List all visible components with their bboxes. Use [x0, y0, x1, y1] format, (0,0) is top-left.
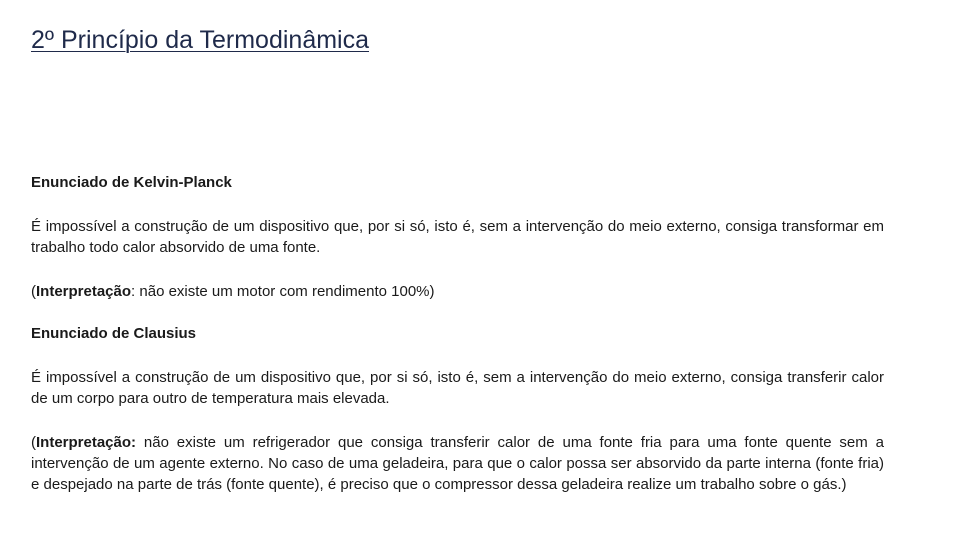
clausius-statement: É impossível a construção de um dispositivo que, por si só, isto é, sem a intervenção do meio externo, consiga transferir calor de um corpo para outro de temperatura mais elevada. [31, 369, 884, 407]
kelvin-interp-text: : não existe um motor com rendimento 100%) [131, 283, 435, 300]
clausius-interpretation [31, 432, 884, 495]
kelvin-interp-open: ( [31, 283, 36, 300]
kelvin-heading: Enunciado de Kelvin-Planck [31, 174, 232, 191]
clausius-interp-label: Interpretação: [36, 434, 137, 451]
slide-title: 2º Princípio da Termodinâmica [31, 26, 370, 54]
clausius-heading: Enunciado de Clausius [31, 325, 197, 342]
clausius-interp-open: ( [31, 434, 36, 451]
clausius-interp-text: não existe um refrigerador que consiga transferir calor de uma fonte fria para uma fonte quente sem a intervenção de um agente externo. No caso de uma geladeira, para que o calor possa ser absorvido da parte interna (fonte fria) e despejado na parte de trás (fonte quente), é preciso que o compressor dessa geladeira realize um trabalho sobre o gás.) [31, 434, 884, 493]
kelvin-interp-label: Interpretação [36, 283, 132, 300]
kelvin-statement: É impossível a construção de um dispositivo que, por si só, isto é, sem a intervenção do meio externo, consiga transformar em trabalho todo calor absorvido de uma fonte. [31, 218, 884, 256]
kelvin-interpretation [31, 281, 884, 302]
